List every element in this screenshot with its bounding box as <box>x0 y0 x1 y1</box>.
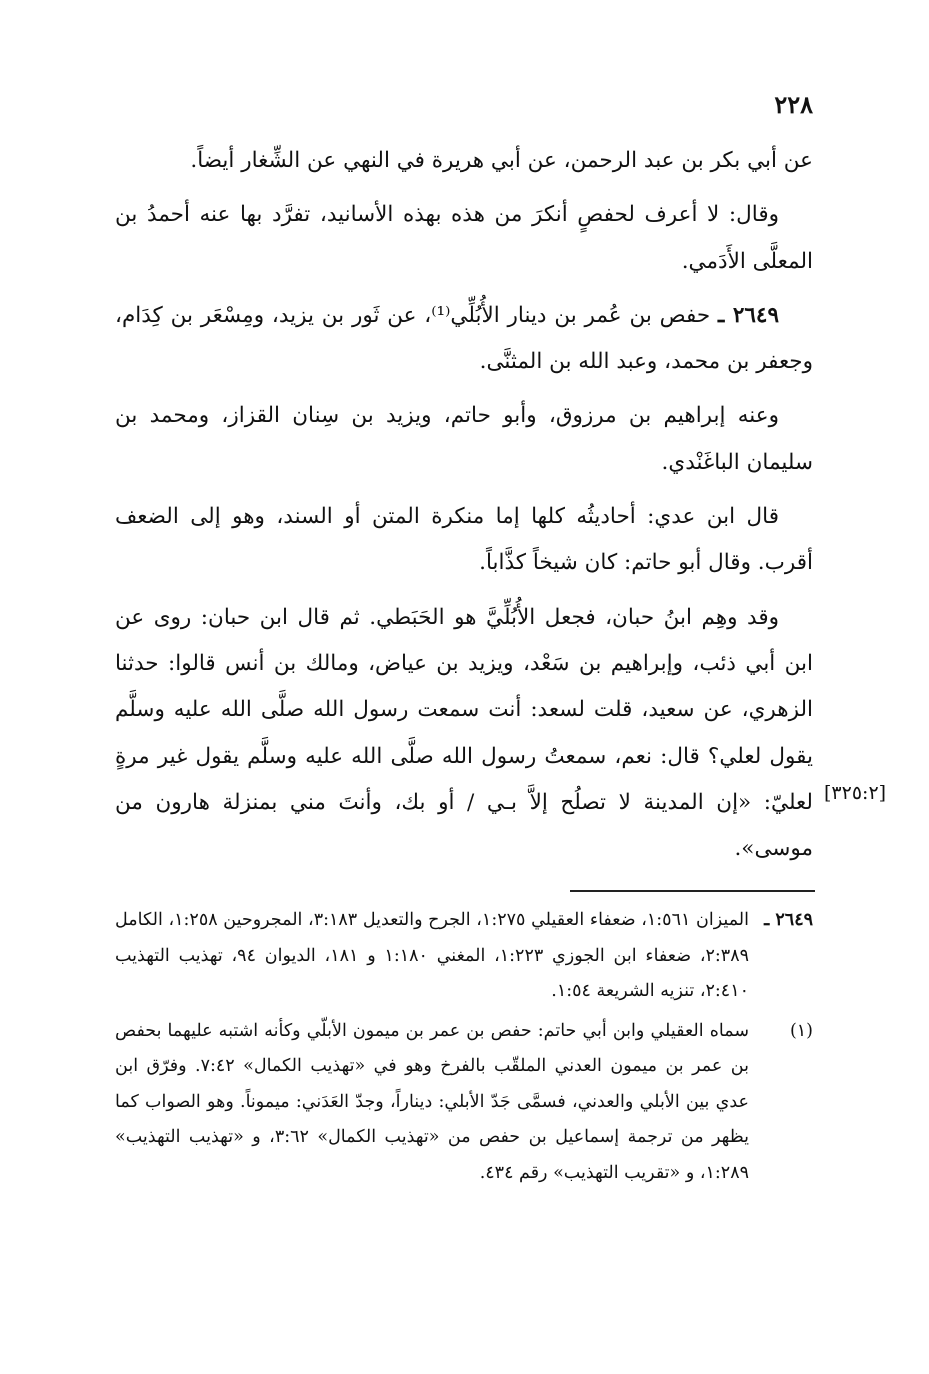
footnote-separator <box>570 890 815 892</box>
paragraph-1: عن أبي بكر بن عبد الرحمن، عن أبي هريرة في النهي عن الشِّغار أيضاً. <box>190 148 813 173</box>
main-text <box>115 138 813 880</box>
entry-number: ٢٦٤٩ ـ <box>718 302 780 328</box>
paragraph-6: وقد وهِم ابنُ حبان، فجعل الأُبُلِّيَّ هو الحَبَطي. ثم قال ابن حبان: روى عن ابن أبي ذئب، وإبراهيم بن سَعْد، ويزيد بن عياض، ومالك بن أنس قالوا: حدثنا الزهري، عن سعيد، قلت لسعد: أنت سمعت رسول الله صلَّى الله عليه وسلَّم يقول لعلي؟ قال: نعم، سمعتُ رسول الله صلَّى الله عليه وسلَّم يقول غير مرةٍ لعليّ: «إن المدينة لا تصلُح إلاَّ بـي / أو بك، وأنتَ مني بمنزلة هارون من موسى». <box>115 604 813 862</box>
footnote-sources <box>115 903 813 1010</box>
paragraph-3 <box>115 293 813 386</box>
footnote-1 <box>115 1014 813 1192</box>
paragraph-2: وقال: لا أعرف لحفصٍ أنكرَ من هذه بهذه الأسانيد، تفرَّد بها عنه أحمدُ بن المعلَّى الأَدَمي. <box>115 202 813 274</box>
footnote-text: الميزان ١:٥٦١، ضعفاء العقيلي ١:٢٧٥، الجرح والتعديل ٣:١٨٣، المجروحين ١:٢٥٨، الكامل ٢:٣٨٩، ضعفاء ابن الجوزي ١:٢٢٣، المغني ١:١٨٠ و ١٨١، الديوان ٩٤، تهذيب التهذيب ٢:٤١٠، تنزيه الشريعة ١:٥٤. <box>115 910 749 1001</box>
footnote-marker: ٢٦٤٩ ـ <box>764 910 813 930</box>
entry-heading-text: حفص بن عُمر بن دينار الأُبُلِّي⁽¹⁾، عن ثَور بن يزيد، ومِسْعَر بن كِدَام، وجعفر بن محمد، وعبد الله بن المثنَّى. <box>115 302 813 375</box>
margin-reference: [٣٢٥:٢] <box>824 782 887 804</box>
paragraph-4: وعنه إبراهيم بن مرزوق، وأبو حاتم، ويزيد بن سِنان القزاز، ومحمد بن سليمان الباغَنْدي. <box>115 403 813 475</box>
footnote-text: سماه العقيلي وابن أبي حاتم: حفص بن عمر بن ميمون الأبلّي وكأنه اشتبه عليهما بحفص بن عمر بن ميمون العدني الملقّب بالفرخ وهو في «تهذيب الكمال» ٧:٤٢. وفرّق ابن عدي بين الأبلي والعدني، فسمَّى جَدّ الأبلي: ديناراً، وجدّ العَدَني: ميموناً. وهو الصواب كما يظهر من ترجمة إسماعيل بن حفص من «تهذيب الكمال» ٣:٦٢، و «تهذيب التهذيب» ١:٢٨٩، و «تقريب التهذيب» رقم ٤٣٤. <box>115 1020 749 1183</box>
footnotes <box>115 903 813 1195</box>
footnote-marker: (١) <box>789 1020 813 1041</box>
paragraph-5: قال ابن عدي: أحاديثُه كلها إما منكرة المتن أو السند، وهو إلى الضعف أقرب. وقال أبو حاتم: كان شيخاً كذَّاباً. <box>115 504 813 576</box>
page-number: ٢٢٨ <box>774 90 813 119</box>
